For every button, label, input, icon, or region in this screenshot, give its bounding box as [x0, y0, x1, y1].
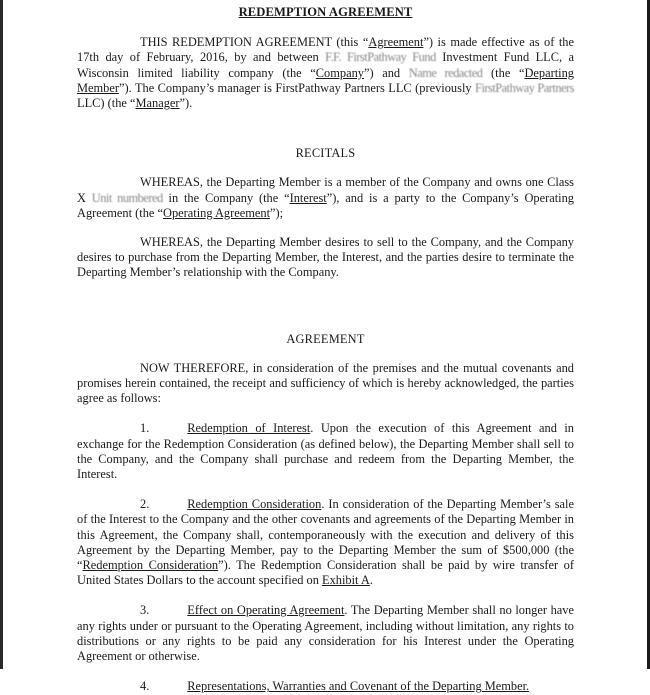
- section-3: [77, 603, 574, 664]
- whereas-paragraph-2: WHEREAS, the Departing Member desires to sell to the Company, and the Company desires to purchase from the Departing Member, the Interest, and the parties desire to terminate the Departing Member’s relationship with the Company.: [77, 235, 574, 280]
- intro-text: Investment Fund LLC, a Wisconsin limited liability company (the “: [77, 50, 574, 80]
- defined-term-interest: Interest: [289, 190, 327, 205]
- section-number: 1.: [140, 421, 150, 436]
- section-1: [77, 421, 574, 482]
- section-body: . The Departing Member shall no longer have any rights under or pursuant to the Operating Agreement, including without limitation, any rights to distributions or any rights to be paid any consideration for his Interest under the Operating Agreement or otherwise.: [77, 603, 574, 664]
- intro-paragraph: [77, 35, 574, 111]
- section-title: Effect on Operating Agreement: [187, 603, 345, 618]
- defined-term-manager: Manager: [135, 96, 180, 111]
- section-number: 4.: [140, 679, 150, 694]
- section-body: . In consideration of the Departing Member’s sale of the Interest to the Company and the other covenants and agreements of the Departing Member in this Agreement, the Company shall, contemporaneously with the execution and delivery of this Agreement by the Departing Member, pay to the Departing Member the sum of $500,000 (the “: [77, 497, 574, 573]
- page-border-left: [0, 0, 3, 669]
- exhibit-a-link: Exhibit A: [322, 573, 370, 588]
- document-title: REDEMPTION AGREEMENT: [238, 5, 413, 19]
- recital-text: WHEREAS, the Departing Member is a member of the Company and owns one Class X: [77, 175, 574, 205]
- section-4: [77, 679, 574, 694]
- section-body: . Upon the execution of this Agreement and in exchange for the Redemption Consideration (as defined below), the Departing Member shall sell to the Company, and the Company shall purchase and redeem from the Departing Member, the Interest.: [77, 421, 574, 482]
- intro-text: ”).: [179, 96, 193, 111]
- defined-term-company: Company: [315, 65, 364, 80]
- recital-text: in the Company (the “: [162, 190, 290, 205]
- redacted-text: Unit numbered: [91, 190, 163, 205]
- intro-text: ”) is made effective as of the 17th day of February, 2016, by and between: [77, 35, 575, 65]
- document-page: [77, 0, 574, 695]
- section-number: 2.: [140, 497, 150, 512]
- agreement-heading: AGREEMENT: [286, 331, 365, 346]
- recital-text: ”), and is a party to the Company’s Operating Agreement (the “: [77, 190, 574, 220]
- redacted-text: F.F. FirstPathway Fund: [325, 50, 436, 65]
- defined-term-agreement: Agreement: [368, 35, 424, 50]
- intro-text: LLC) (the “: [77, 96, 136, 111]
- section-title: Redemption Consideration: [187, 497, 322, 512]
- redacted-text: FirstPathway Partners: [475, 80, 574, 95]
- recitals-heading: RECITALS: [295, 146, 356, 161]
- recital-text: ”);: [270, 205, 284, 220]
- section-title: Representations, Warranties and Covenant of the Departing Member.: [187, 679, 530, 694]
- defined-term-operating-agreement: Operating Agreement: [163, 205, 271, 220]
- intro-text: (the “: [482, 65, 525, 80]
- intro-text: THIS REDEMPTION AGREEMENT (this “: [140, 35, 369, 50]
- section-2: [77, 497, 574, 588]
- intro-text: ”). The Company’s manager is FirstPathway Partners LLC (previously: [118, 80, 476, 95]
- section-body: ”). The Redemption Consideration shall be paid by wire transfer of United States Dollars to the account specified on: [77, 558, 574, 588]
- section-number: 3.: [140, 603, 150, 618]
- now-therefore-paragraph: NOW THEREFORE, in consideration of the premises and the mutual covenants and promises herein contained, the receipt and sufficiency of which is hereby acknowledged, the parties agree as follows:: [77, 360, 574, 406]
- section-title: Redemption of Interest: [187, 421, 311, 436]
- intro-text: ”) and: [363, 65, 409, 80]
- whereas-paragraph-1: [77, 175, 574, 221]
- section-body: .: [369, 573, 373, 588]
- defined-term-departing-member: Departing Member: [77, 65, 574, 95]
- defined-term-redemption-consideration: Redemption Consideration: [82, 558, 219, 573]
- redacted-text: Name redacted: [408, 65, 483, 80]
